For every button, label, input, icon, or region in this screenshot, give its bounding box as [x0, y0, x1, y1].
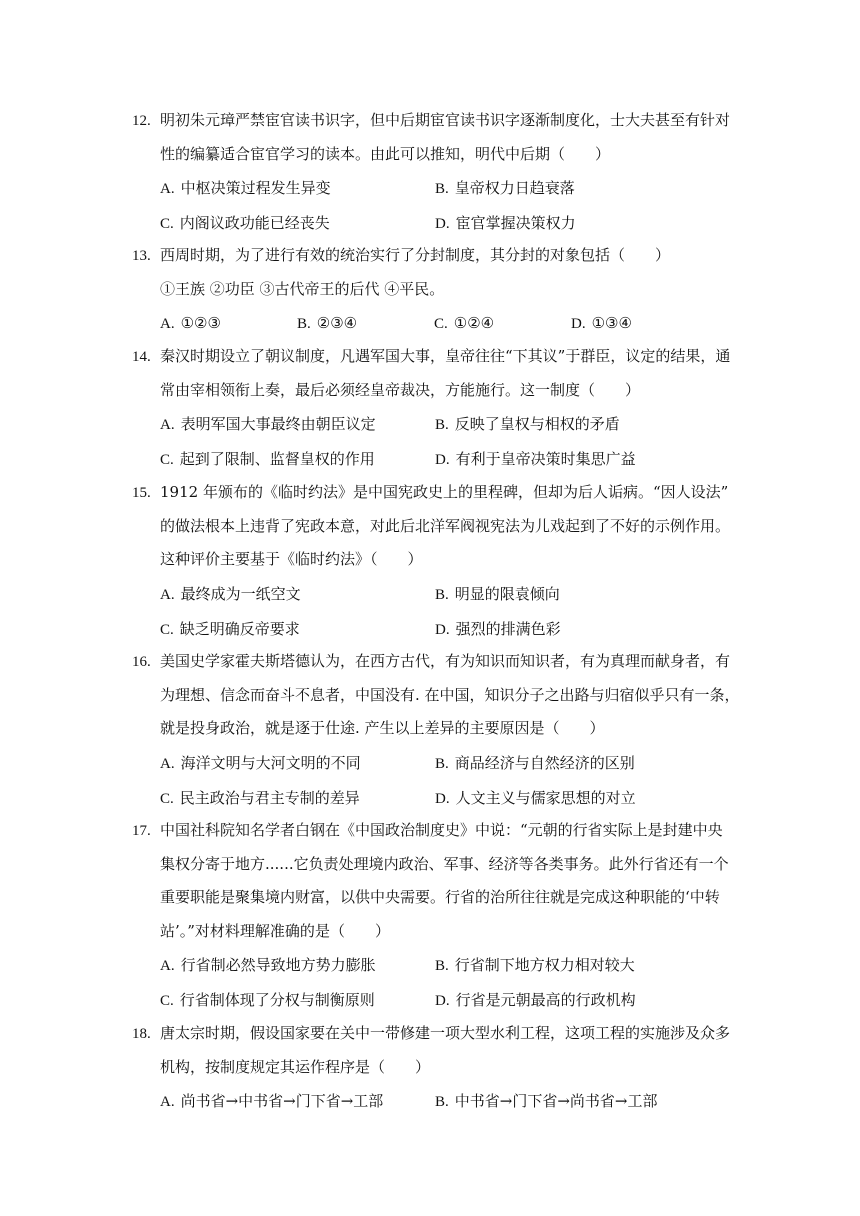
- options-row: [132, 171, 742, 206]
- option-c[interactable]: C. 内阁议政功能已经丧失: [160, 214, 330, 232]
- option-c[interactable]: C. 行省制体现了分权与制衡原则: [160, 991, 375, 1009]
- question-text: 就是投身政治，就是逐于仕途. 产生以上差异的主要原因是（ ）: [160, 719, 605, 737]
- question-number: 15.: [132, 485, 151, 501]
- question-text: 性的编纂适合宦官学习的读本。由此可以推知，明代中后期（ ）: [160, 144, 611, 163]
- options-row: [132, 442, 742, 477]
- option-b[interactable]: B. 明显的限袁倾向: [435, 584, 560, 603]
- question-text: 美国史学家霍夫斯塔德认为，在西方古代，有为知识而知识者，有为真理而献身者，有: [160, 652, 731, 670]
- question-14: [132, 340, 742, 477]
- option-d[interactable]: D. 宦官掌握决策权力: [435, 214, 576, 232]
- question-number: 13.: [132, 248, 151, 264]
- question-text: 这种评价主要基于《临时约法》（ ）: [160, 550, 423, 568]
- question-text: 集权分寄于地方......它负责处理境内政治、军事、经济等各类事务。此外行省还有一个: [160, 854, 729, 873]
- options-row: [132, 1084, 742, 1119]
- question-text: 站’。”对材料理解准确的是（ ）: [160, 921, 390, 940]
- options-row: [132, 948, 742, 983]
- question-text: 为理想、信念而奋斗不息者，中国没有. 在中国，知识分子之出路与归宿似乎只有一条，: [160, 685, 740, 704]
- options-row: [132, 612, 742, 647]
- question-text: 明初朱元璋严禁宦官读书识字，但中后期宦官读书识字逐渐制度化，士大夫甚至有针对: [160, 111, 731, 129]
- option-d[interactable]: D. 有利于皇帝决策时集思广益: [435, 450, 636, 468]
- option-d[interactable]: D. 强烈的排满色彩: [435, 619, 561, 638]
- option-c[interactable]: C. ①②④: [434, 314, 495, 332]
- question-text: 机构，按制度规定其运作程序是（ ）: [160, 1057, 431, 1076]
- option-c[interactable]: C. 民主政治与君主专制的差异: [160, 788, 360, 807]
- option-b[interactable]: B. 商品经济与自然经济的区别: [435, 753, 635, 772]
- question-17: [132, 814, 742, 1018]
- question-number: 18.: [132, 1026, 151, 1042]
- question-number: 16.: [132, 654, 151, 670]
- option-d[interactable]: D. ①③④: [571, 314, 632, 332]
- options-row: [132, 983, 742, 1018]
- question-text: 常由宰相领衔上奏，最后必须经皇帝裁决，方能施行。这一制度（ ）: [160, 380, 641, 399]
- options-row: [132, 306, 742, 341]
- option-d[interactable]: D. 行省是元朝最高的行政机构: [435, 991, 636, 1009]
- question-text: 1912 年颁布的《临时约法》是中国宪政史上的里程碑，但却为后人诟病。“因人设法”: [160, 483, 729, 501]
- option-b[interactable]: B. 中书省→门下省→尚书省→工部: [435, 1092, 658, 1110]
- question-16: [132, 645, 742, 816]
- question-text: 西周时期，为了进行有效的统治实行了分封制度，其分封的对象包括（ ）: [160, 246, 671, 264]
- question-text: 的做法根本上违背了宪政本意，对此后北洋军阀视宪法为儿戏起到了不好的示例作用。: [160, 516, 731, 535]
- question-text: ①王族 ②功臣 ③古代帝王的后代 ④平民。: [160, 279, 445, 298]
- option-c[interactable]: C. 缺乏明确反帝要求: [160, 619, 300, 638]
- question-18: [132, 1017, 742, 1119]
- options-row: [132, 206, 742, 241]
- option-b[interactable]: B. 反映了皇权与相权的矛盾: [435, 415, 620, 433]
- option-a[interactable]: A. 最终成为一纸空文: [160, 584, 301, 603]
- question-number: 17.: [132, 823, 151, 839]
- option-a[interactable]: A. 行省制必然导致地方势力膨胀: [160, 956, 376, 974]
- option-a[interactable]: A. 中枢决策过程发生异变: [160, 179, 331, 197]
- question-text: 重要职能是聚集境内财富，以供中央需要。行省的治所往往就是完成这种职能的‘中转: [160, 888, 720, 906]
- options-row: [132, 407, 742, 442]
- question-number: 12.: [132, 113, 151, 129]
- options-row: [132, 746, 742, 781]
- option-a[interactable]: A. ①②③: [160, 314, 221, 332]
- question-13: [132, 239, 742, 341]
- options-row: [132, 577, 742, 612]
- question-number: 14.: [132, 349, 151, 365]
- question-15: [132, 476, 742, 647]
- option-a[interactable]: A. 尚书省→中书省→门下省→工部: [160, 1092, 384, 1110]
- option-a[interactable]: A. 表明军国大事最终由朝臣议定: [160, 415, 376, 433]
- option-d[interactable]: D. 人文主义与儒家思想的对立: [435, 788, 636, 807]
- option-b[interactable]: B. 皇帝权力日趋衰落: [435, 179, 575, 197]
- options-row: [132, 781, 742, 816]
- question-text: 唐太宗时期，假设国家要在关中一带修建一项大型水利工程，这项工程的实施涉及众多: [160, 1024, 731, 1042]
- option-b[interactable]: B. 行省制下地方权力相对较大: [435, 956, 635, 974]
- question-text: 秦汉时期设立了朝议制度，凡遇军国大事，皇帝往往“下其议”于群臣，议定的结果，通: [160, 347, 731, 365]
- option-b[interactable]: B. ②③④: [297, 314, 358, 332]
- option-c[interactable]: C. 起到了限制、监督皇权的作用: [160, 450, 375, 468]
- option-a[interactable]: A. 海洋文明与大河文明的不同: [160, 753, 361, 772]
- question-text: 中国社科院知名学者白钢在《中国政治制度史》中说：“元朝的行省实际上是封建中央: [160, 821, 723, 839]
- question-12: [132, 104, 742, 241]
